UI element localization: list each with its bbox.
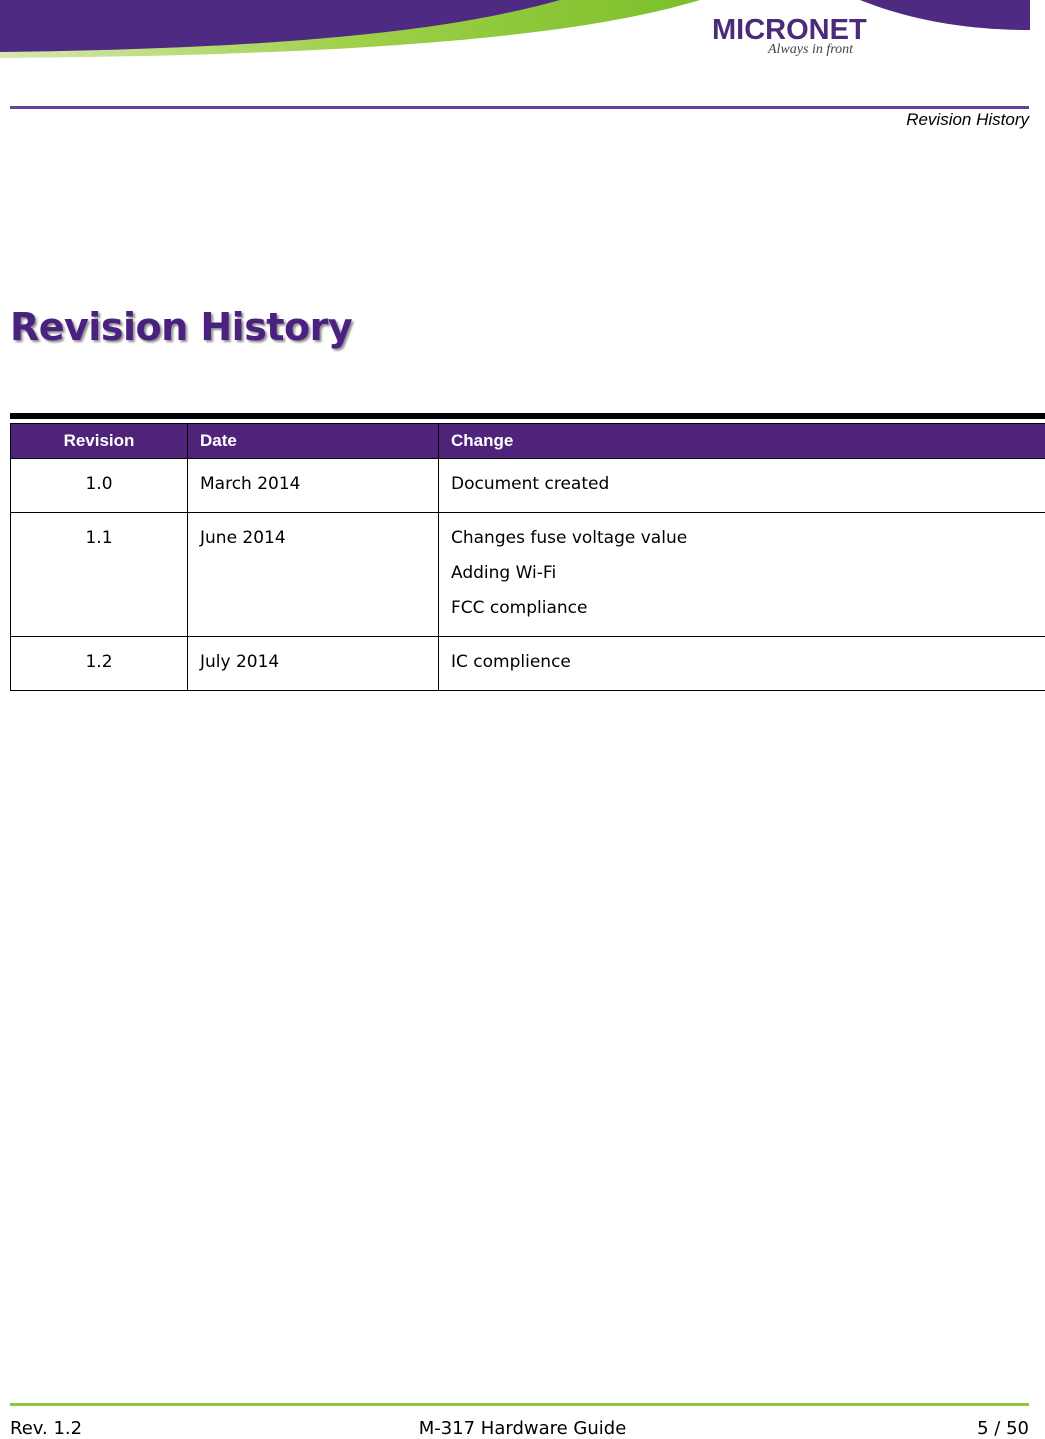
change-cell <box>439 459 1045 513</box>
change-line: Changes fuse voltage value <box>451 528 688 548</box>
table-row <box>11 459 1045 513</box>
table-top-border <box>10 413 1045 419</box>
table-header-row <box>11 424 1045 459</box>
column-header-change: Change <box>439 424 1045 459</box>
header-section-title: Revision History <box>906 110 1029 129</box>
footer-revision: Rev. 1.2 <box>10 1418 83 1439</box>
change-cell <box>439 513 1045 637</box>
date-cell: June 2014 <box>188 513 439 637</box>
date-cell: March 2014 <box>188 459 439 513</box>
change-line: FCC compliance <box>451 598 588 618</box>
revision-cell: 1.2 <box>11 637 188 691</box>
change-line: Adding Wi-Fi <box>451 563 557 583</box>
logo-tagline: Always in front <box>768 42 854 57</box>
footer-doc-title: M-317 Hardware Guide <box>418 1418 627 1439</box>
change-line: IC complience <box>451 652 571 672</box>
revision-table <box>10 423 1045 691</box>
change-line: Document created <box>451 474 610 494</box>
revision-cell: 1.0 <box>11 459 188 513</box>
column-header-revision: Revision <box>11 424 188 459</box>
revision-cell: 1.1 <box>11 513 188 637</box>
column-header-date: Date <box>188 424 439 459</box>
logo-wordmark: MICRONET <box>712 14 867 46</box>
footer-page-number: 5 / 50 <box>977 1418 1029 1439</box>
header-rule <box>10 106 1029 109</box>
date-cell: July 2014 <box>188 637 439 691</box>
footer-rule <box>10 1403 1029 1406</box>
table-row <box>11 513 1045 637</box>
page-title: Revision History <box>10 305 353 349</box>
micronet-logo <box>712 12 902 62</box>
change-cell <box>439 637 1045 691</box>
table-row <box>11 637 1045 691</box>
